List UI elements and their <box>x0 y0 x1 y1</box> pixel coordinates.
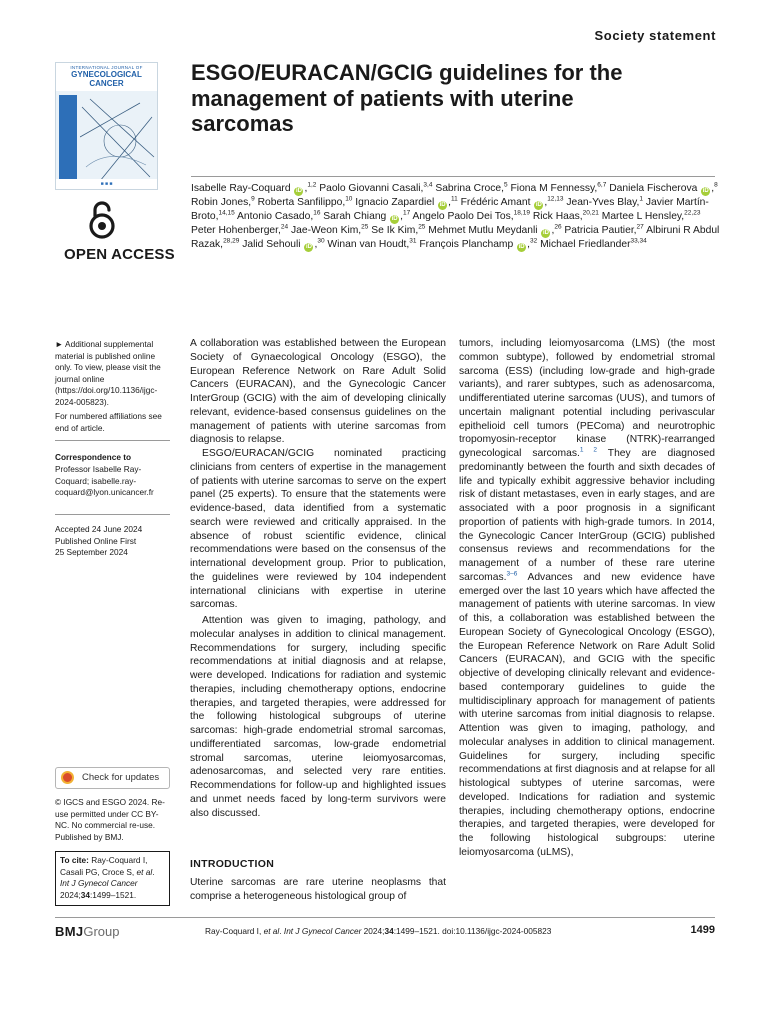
check-updates-icon <box>61 771 74 784</box>
cover-journal-line1: INTERNATIONAL JOURNAL OF <box>70 65 143 70</box>
open-access-icon <box>86 200 118 240</box>
paragraph: ESGO/EURACAN/GCIG nominated practicing clinicians from centers of expertise in the management of patients with uterine sarcomas to serve on the expert panel (25 experts). To ensure that the statements were evidence-based, data identified from a systematic search were reviewed and critically appraised. In the absence of robust scientific evidence, clinical recommendations were based on the consensus of the international development group. Prior to publication, the guidelines were reviewed by 104 independent international clinicians with expertise in uterine sarcomas. <box>190 448 446 611</box>
check-for-updates-button[interactable] <box>55 767 170 789</box>
title-divider <box>191 176 715 177</box>
footer-citation: Ray-Coquard I, et al. Int J Gynecol Cancer 2024;34:1499–1521. doi:10.1136/ijgc-2024-005823 <box>205 926 552 936</box>
cover-contents-strip <box>59 95 77 183</box>
article-title: ESGO/EURACAN/GCIG guidelines for the management of patients with uterine sarcomas <box>191 60 623 136</box>
introduction-paragraph: Uterine sarcomas are rare uterine neoplasms that comprise a heterogeneous histological group of <box>190 877 446 902</box>
page-number: 1499 <box>690 924 715 936</box>
copyright-note: © IGCS and ESGO 2024. Re-use permitted under CC BY-NC. No commercial re-use. Published by BMJ. <box>55 797 165 842</box>
author-list: Isabelle Ray-Coquard iD ,$^{1,2}$ Paolo Giovanni Casali,$^{3,4}$ Sabrina Croce,$^5$ Fiona M Fennessy,$^{6,7}$ Daniela Fischerova iD ,$^8$ Robin Jones,$^9$ Roberta Sanfilippo,$^{10}$ Ignacio Zapardiel iD ,$^{11}$ Frédéric Amant iD ,$^{12,13}$ Jean-Yves Blay,$^1$ Javier Martín-Broto,$^{14,15}$ Antonio Casado,$^{16}$ Sarah Chiang iD ,$^{17}$ Angelo Paolo Dei Tos,$^{18,19}$ Rick Haas,$^{20,21}$ Martee L Hensley,$^{22,23}$ Peter Hohenberger,$^{24}$ Jae-Weon Kim,$^{25}$ Se Ik Kim,$^{25}$ Mehmet Mutlu Meydanli iD ,$^{26}$ Patricia Pautier,$^{27}$ Albiruni R Abdul Razak,$^{28,29}$ Jalid Sehouli iD ,$^{30}$ Winan van Houdt,$^{31}$ François Planchamp iD ,$^{32}$ Michael Friedlander$^{33,34}$ <box>191 181 720 250</box>
body-column-right: tumors, including leiomyosarcoma (LMS) (the most common subtype), followed by endometrial stromal sarcoma (ESS) (including low-grade and high-grade variants), and rarer subtypes, such as adenosarcoma, undifferentiated uterine sarcomas (UUS), and tumors of uncertain malignant potential including perivascular epithelioid cell tumors (PEComa) and neurotrophic tropomyosin-receptor kinase (NTRK)-rearranged gynecological sarcomas.$^{1 2}$ They are diagnosed predominantly between the fourth and sixth decades of life and typically exhibit aggressive behavior including risk of distant metastases, even in early stages, and are associated with a poor prognosis in a significant proportion of patients with high-grade tumors. In 2014, the Gynecologic Cancer InterGroup (GCIG) published consensus reviews and recommendations for the management of a number of these rare uterine sarcomas.$^{3-6}$ Advances and new evidence have emerged over the last 10 years which have affected the management of patients with uterine sarcomas. In view of this, a collaboration was established between the European Society of Gynecological Oncology (ESGO), the European Reference Network on Rare Adult Solid Cancers (EURACAN), and GCIG with the specific objective of developing clinically relevant and evidence-based contemporary guidelines to guide the multidisciplinary approach for management of patients with uterine sarcomas from initial diagnosis to relapse. Attention was given to imaging, pathology, and molecular analyses in addition to clinical management. Guidelines for surgery, including specific recommendations at first diagnosis and at relapse for all histological subtypes of uterine sarcomas, were developed. Indications for radiation and systemic therapies, including chemotherapy options, endocrine therapies, and targeted therapies, were developed for the following histological subgroups: uterine leiomyosarcoma (uLMS), <box>459 338 715 858</box>
bmj-group-logo[interactable]: BMJGroup <box>55 924 120 939</box>
sidebar-divider <box>55 514 170 515</box>
correspondence-label: Correspondence to <box>55 452 132 462</box>
journal-cover[interactable] <box>55 62 158 190</box>
abstract-column <box>190 337 446 820</box>
correspondence-address[interactable]: Professor Isabelle Ray-Coquard; isabelle.ray-coquard@lyon.unicancer.fr <box>55 464 154 498</box>
cover-masthead <box>56 63 157 91</box>
section-label: Society statement <box>594 28 716 43</box>
sidebar-divider <box>55 440 170 441</box>
open-access-label: OPEN ACCESS <box>64 246 175 263</box>
paragraph: A collaboration was established between the European Society of Gynaecological Oncology (ESGO), the European Reference Network on Rare Adult Solid Cancers (EURACAN), and the Gynecologic Cancer InterGroup (GCIG) with the aim of developing clinically relevant, evidence-based consensus guidelines on the management of patients with uterine sarcomas from diagnosis to relapse. <box>190 338 446 446</box>
footer-divider <box>55 917 715 918</box>
publication-dates: Accepted 24 June 2024 Published Online First 25 September 2024 <box>55 524 143 558</box>
affiliations-note: For numbered affiliations see end of article. <box>55 411 162 433</box>
check-updates-label: Check for updates <box>82 772 160 783</box>
citation-box: To cite: Ray-Coquard I, Casali PG, Croce S, et al. Int J Gynecol Cancer 2024;34:1499–1521. <box>55 851 170 906</box>
section-heading-introduction: INTRODUCTION <box>190 858 275 870</box>
paragraph: Attention was given to imaging, pathology, and molecular analyses in addition to clinical management. Recommendations for surgery, including specific recommendations at initial diagnosis and at relapse, were developed. Indications for radiation and systemic therapies, including chemotherapy options, endocrine therapies, and targeted therapies, were addressed for the following histological subgroups of uterine sarcomas: high-grade endometrial stromal sarcomas, undifferentiated sarcomas, low-grade endometrial stromal sarcomas, uterine leiomyosarcomas, adenosarcomas, and selected very rare entities. Recommendations for follow-up and highlighted issues and unmet needs faced by long-term survivors were also discussed. <box>190 615 446 819</box>
supplemental-note[interactable]: ► Additional supplemental material is published online only. To view, please visit the journal online (https://doi.org/10.1136/ijgc-2024-005823). <box>55 339 161 407</box>
cover-footer: ■ ■ ■ <box>56 179 157 189</box>
cover-artwork <box>80 97 156 183</box>
cover-journal-line2: GYNECOLOGICAL CANCER <box>71 70 142 88</box>
